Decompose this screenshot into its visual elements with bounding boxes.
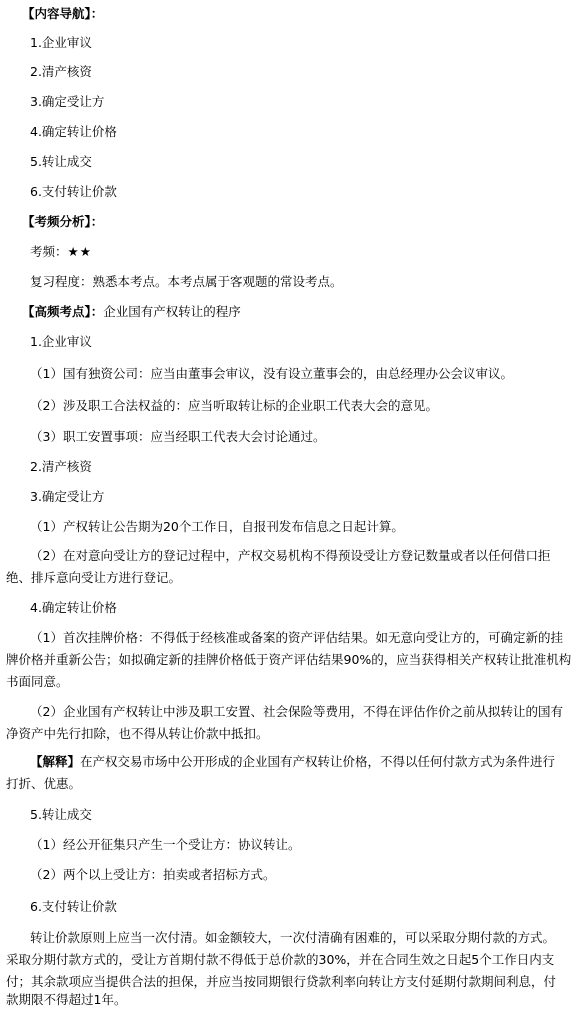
section-item: （2）两个以上受让方：拍卖或者招标方式。 bbox=[30, 867, 276, 882]
section-item: （3）职工安置事项：应当经职工代表大会讨论通过。 bbox=[30, 429, 326, 444]
section-item-line: 绝、排斥意向受让方进行登记。 bbox=[6, 570, 182, 585]
section-item-line: （1）首次挂牌价格：不得低于经核准或备案的资产评估结果。如无意向受让方的，可确定新的挂 bbox=[30, 630, 563, 645]
section-title: 2.清产核资 bbox=[30, 459, 92, 474]
section-item-line: （2）在对意向受让方的登记过程中，产权交易机构不得预设受让方登记数量或者以任何借口拒 bbox=[30, 548, 551, 563]
nav-item: 4.确定转让价格 bbox=[30, 124, 117, 139]
section-title: 5.转让成交 bbox=[30, 807, 92, 822]
section-item: （1）经公开征集只产生一个受让方：协议转让。 bbox=[30, 837, 301, 852]
explain-text-line: 打折、优惠。 bbox=[6, 776, 82, 791]
highfreq-topic: 企业国有产权转让的程序 bbox=[103, 304, 241, 319]
explain-label: 【解释】 bbox=[30, 754, 81, 769]
section-title: 1.企业审议 bbox=[30, 334, 92, 349]
section-item-line: 净资产中先行扣除，也不得从转让价款中抵扣。 bbox=[6, 726, 269, 741]
frequency-line bbox=[30, 242, 92, 262]
nav-item: 3.确定受让方 bbox=[30, 94, 105, 109]
section-title: 6.支付转让价款 bbox=[30, 899, 117, 914]
nav-item: 5.转让成交 bbox=[30, 154, 92, 169]
section-item-line: 书面同意。 bbox=[6, 674, 69, 689]
analysis-header: 【考频分析】： bbox=[22, 214, 104, 229]
nav-header: 【内容导航】： bbox=[22, 6, 104, 21]
section-item: （1）国有独资公司：应当由董事会审议，没有设立董事会的，由总经理办公会议审议。 bbox=[30, 366, 513, 381]
frequency-label: 考频： bbox=[30, 244, 68, 259]
section-item-line: （2）企业国有产权转让中涉及职工安置、社会保险等费用，不得在评估作价之前从拟转让的国有 bbox=[30, 704, 563, 719]
section-title: 3.确定受让方 bbox=[30, 489, 105, 504]
frequency-stars: ★★ bbox=[67, 244, 92, 259]
section-item: （2）涉及职工合法权益的：应当听取转让标的企业职工代表大会的意见。 bbox=[30, 398, 438, 413]
paragraph-line: 转让价款原则上应当一次付清。如金额较大，一次付清确有困难的，可以采取分期付款的方式。 bbox=[30, 930, 556, 945]
paragraph-line: 款期限不得超过1年。 bbox=[6, 992, 127, 1007]
section-item: （1）产权转让公告期为20个工作日，自报刊发布信息之日起计算。 bbox=[30, 519, 404, 534]
section-item-line: 牌价格并重新公告；如拟确定新的挂牌价格低于资产评估结果90%的，应当获得相关产权转让批准机构 bbox=[6, 652, 572, 667]
review-level: 复习程度：熟悉本考点。本考点属于客观题的常设考点。 bbox=[30, 274, 343, 289]
paragraph-line: 采取分期付款方式的，受让方首期付款不得低于总价款的30%，并在合同生效之日起5个工作日内支 bbox=[6, 952, 555, 967]
nav-item: 1.企业审议 bbox=[30, 35, 92, 50]
highfreq-line bbox=[22, 302, 241, 322]
explain-text: 在产权交易市场中公开形成的企业国有产权转让价格，不得以任何付款方式为条件进行 bbox=[80, 754, 556, 769]
section-title: 4.确定转让价格 bbox=[30, 600, 117, 615]
explain-line bbox=[30, 752, 555, 772]
nav-item: 6.支付转让价款 bbox=[30, 184, 117, 199]
paragraph-line: 付；其余款项应当提供合法的担保，并应当按同期银行贷款利率向转让方支付延期付款期间利息，付 bbox=[6, 974, 557, 989]
highfreq-header: 【高频考点】： bbox=[22, 304, 104, 319]
nav-item: 2.清产核资 bbox=[30, 64, 92, 79]
